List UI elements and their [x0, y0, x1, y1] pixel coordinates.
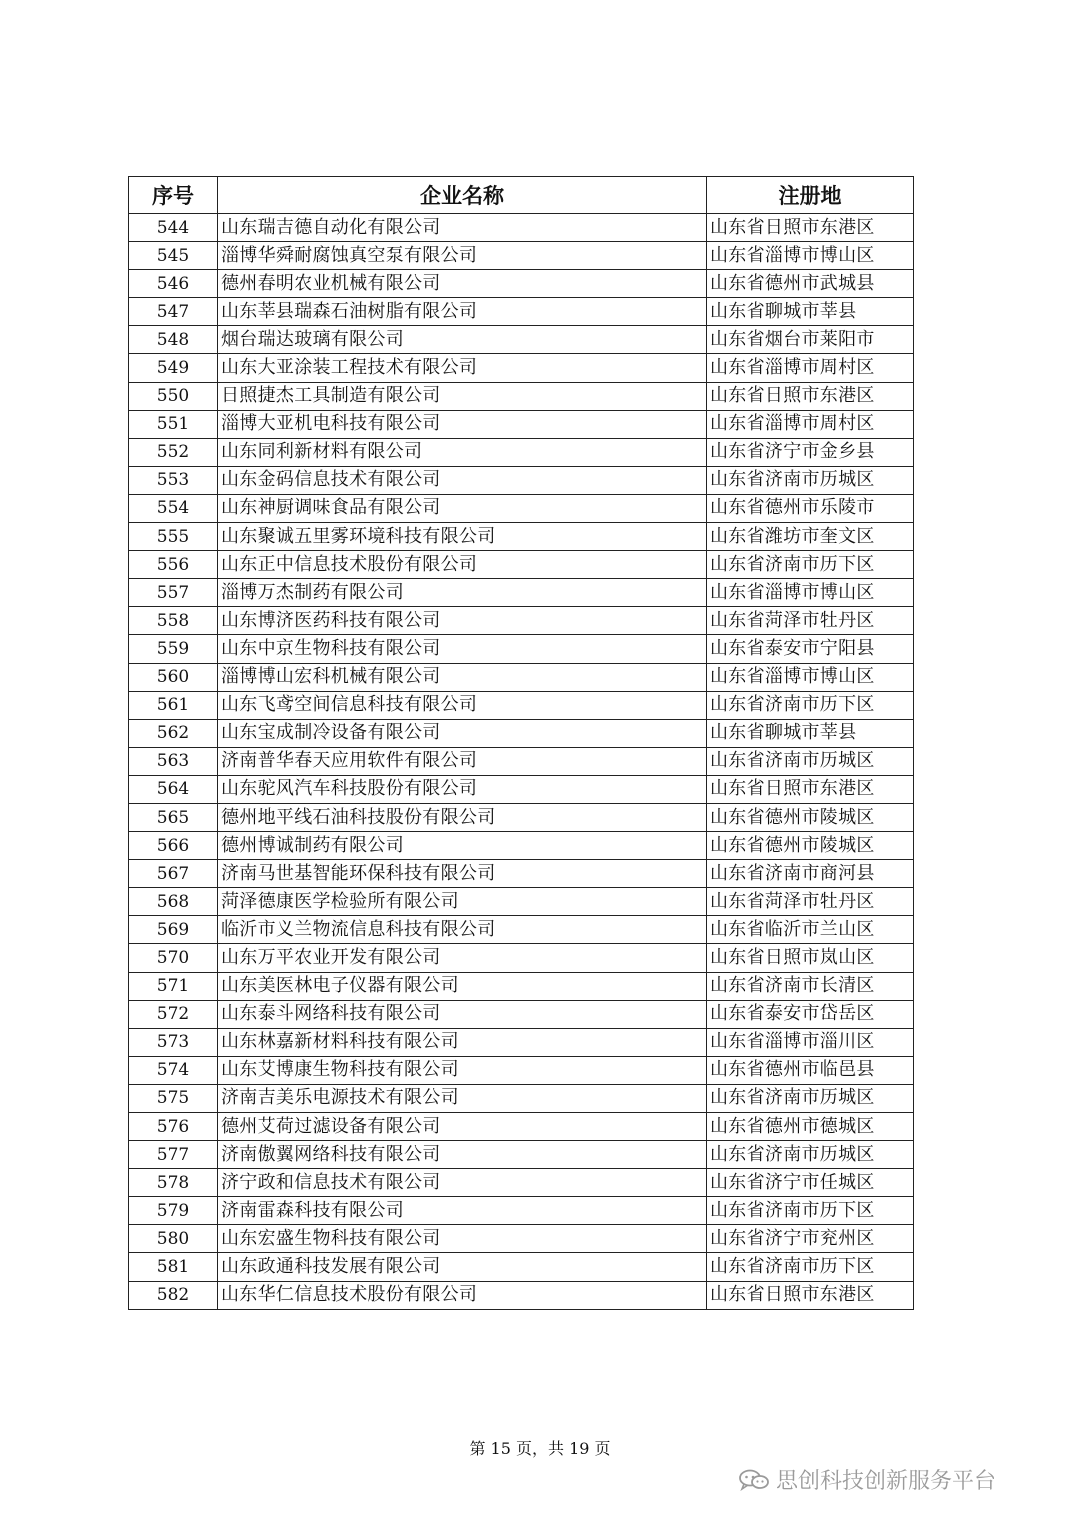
serial-cell: 560: [129, 663, 218, 691]
table-row: [129, 691, 914, 719]
table-row: [129, 298, 914, 326]
registered-place-cell: 山东省日照市东港区: [707, 214, 914, 242]
serial-cell: 549: [129, 354, 218, 382]
serial-cell: 562: [129, 719, 218, 747]
registered-place-cell: 山东省德州市乐陵市: [707, 494, 914, 522]
company-name-cell: 淄博大亚机电科技有限公司: [218, 410, 707, 438]
company-name-cell: 山东博济医药科技有限公司: [218, 607, 707, 635]
table-row: [129, 635, 914, 663]
serial-cell: 551: [129, 410, 218, 438]
table-row: [129, 803, 914, 831]
serial-cell: 561: [129, 691, 218, 719]
header-row: [129, 177, 914, 214]
page-number: 第 15 页，共 19 页: [469, 1439, 611, 1458]
serial-cell: 558: [129, 607, 218, 635]
company-name-cell: 山东金码信息技术有限公司: [218, 466, 707, 494]
registered-place-cell: 山东省德州市武城县: [707, 270, 914, 298]
serial-cell: 582: [129, 1281, 218, 1309]
serial-cell: 575: [129, 1084, 218, 1112]
registered-place-cell: 山东省日照市东港区: [707, 775, 914, 803]
table-row: [129, 663, 914, 691]
table-row: [129, 888, 914, 916]
registered-place-cell: 山东省德州市德城区: [707, 1113, 914, 1141]
serial-cell: 554: [129, 494, 218, 522]
company-name-cell: 山东聚诚五里雾环境科技有限公司: [218, 523, 707, 551]
table-row: [129, 1281, 914, 1309]
company-name-cell: 山东莘县瑞森石油树脂有限公司: [218, 298, 707, 326]
table-row: [129, 1113, 914, 1141]
enterprise-table: [128, 176, 914, 1310]
company-name-cell: 山东中京生物科技有限公司: [218, 635, 707, 663]
registered-place-cell: 山东省菏泽市牡丹区: [707, 607, 914, 635]
company-name-cell: 济南马世基智能环保科技有限公司: [218, 860, 707, 888]
registered-place-cell: 山东省济宁市金乡县: [707, 438, 914, 466]
registered-place-cell: 山东省济南市历下区: [707, 1197, 914, 1225]
table-row: [129, 354, 914, 382]
table-row: [129, 747, 914, 775]
serial-cell: 556: [129, 551, 218, 579]
header-serial: 序号: [129, 177, 218, 214]
company-name-cell: 山东飞鸢空间信息科技有限公司: [218, 691, 707, 719]
table-row: [129, 270, 914, 298]
table-row: [129, 719, 914, 747]
serial-cell: 581: [129, 1253, 218, 1281]
registered-place-cell: 山东省德州市临邑县: [707, 1056, 914, 1084]
company-name-cell: 山东神厨调味食品有限公司: [218, 494, 707, 522]
table-row: [129, 1253, 914, 1281]
company-name-cell: 德州地平线石油科技股份有限公司: [218, 803, 707, 831]
table-row: [129, 1169, 914, 1197]
registered-place-cell: 山东省淄博市周村区: [707, 410, 914, 438]
company-name-cell: 德州艾荷过滤设备有限公司: [218, 1113, 707, 1141]
serial-cell: 545: [129, 242, 218, 270]
serial-cell: 565: [129, 803, 218, 831]
registered-place-cell: 山东省淄博市周村区: [707, 354, 914, 382]
company-name-cell: 山东大亚涂装工程技术有限公司: [218, 354, 707, 382]
serial-cell: 563: [129, 747, 218, 775]
serial-cell: 579: [129, 1197, 218, 1225]
registered-place-cell: 山东省临沂市兰山区: [707, 916, 914, 944]
company-name-cell: 临沂市义兰物流信息科技有限公司: [218, 916, 707, 944]
table-row: [129, 326, 914, 354]
registered-place-cell: 山东省济南市历下区: [707, 691, 914, 719]
company-name-cell: 山东泰斗网络科技有限公司: [218, 1000, 707, 1028]
table-row: [129, 523, 914, 551]
watermark-text: 思创科技创新服务平台: [776, 1469, 997, 1494]
table-row: [129, 579, 914, 607]
serial-cell: 578: [129, 1169, 218, 1197]
table-body: [129, 214, 914, 1310]
company-name-cell: 淄博华舜耐腐蚀真空泵有限公司: [218, 242, 707, 270]
wechat-icon: [738, 1469, 770, 1491]
table-row: [129, 382, 914, 410]
registered-place-cell: 山东省济南市历城区: [707, 1084, 914, 1112]
serial-cell: 544: [129, 214, 218, 242]
serial-cell: 548: [129, 326, 218, 354]
table-row: [129, 466, 914, 494]
company-name-cell: 山东瑞吉德自动化有限公司: [218, 214, 707, 242]
company-name-cell: 山东政通科技发展有限公司: [218, 1253, 707, 1281]
serial-cell: 574: [129, 1056, 218, 1084]
serial-cell: 559: [129, 635, 218, 663]
registered-place-cell: 山东省泰安市宁阳县: [707, 635, 914, 663]
company-name-cell: 山东华仁信息技术股份有限公司: [218, 1281, 707, 1309]
table-row: [129, 1141, 914, 1169]
registered-place-cell: 山东省菏泽市牡丹区: [707, 888, 914, 916]
registered-place-cell: 山东省淄博市博山区: [707, 579, 914, 607]
registered-place-cell: 山东省淄博市淄川区: [707, 1028, 914, 1056]
watermark: [738, 1464, 996, 1495]
registered-place-cell: 山东省济南市历城区: [707, 466, 914, 494]
serial-cell: 566: [129, 832, 218, 860]
registered-place-cell: 山东省潍坊市奎文区: [707, 523, 914, 551]
company-name-cell: 济南吉美乐电源技术有限公司: [218, 1084, 707, 1112]
table-row: [129, 214, 914, 242]
company-name-cell: 烟台瑞达玻璃有限公司: [218, 326, 707, 354]
serial-cell: 580: [129, 1225, 218, 1253]
company-name-cell: 山东美医林电子仪器有限公司: [218, 972, 707, 1000]
table-row: [129, 860, 914, 888]
table-row: [129, 242, 914, 270]
table-row: [129, 1028, 914, 1056]
serial-cell: 568: [129, 888, 218, 916]
enterprise-table-container: [128, 176, 914, 1310]
company-name-cell: 德州春明农业机械有限公司: [218, 270, 707, 298]
serial-cell: 546: [129, 270, 218, 298]
table-row: [129, 1084, 914, 1112]
company-name-cell: 淄博万杰制药有限公司: [218, 579, 707, 607]
company-name-cell: 山东林嘉新材料科技有限公司: [218, 1028, 707, 1056]
registered-place-cell: 山东省淄博市博山区: [707, 242, 914, 270]
registered-place-cell: 山东省济南市历城区: [707, 1141, 914, 1169]
registered-place-cell: 山东省济南市历城区: [707, 747, 914, 775]
registered-place-cell: 山东省日照市东港区: [707, 1281, 914, 1309]
serial-cell: 577: [129, 1141, 218, 1169]
company-name-cell: 山东艾博康生物科技有限公司: [218, 1056, 707, 1084]
serial-cell: 555: [129, 523, 218, 551]
registered-place-cell: 山东省济南市长清区: [707, 972, 914, 1000]
serial-cell: 571: [129, 972, 218, 1000]
registered-place-cell: 山东省聊城市莘县: [707, 298, 914, 326]
company-name-cell: 山东万平农业开发有限公司: [218, 944, 707, 972]
registered-place-cell: 山东省日照市岚山区: [707, 944, 914, 972]
table-row: [129, 1000, 914, 1028]
serial-cell: 569: [129, 916, 218, 944]
header-registered-place: 注册地: [707, 177, 914, 214]
company-name-cell: 山东驼风汽车科技股份有限公司: [218, 775, 707, 803]
company-name-cell: 济南普华春天应用软件有限公司: [218, 747, 707, 775]
company-name-cell: 山东同利新材料有限公司: [218, 438, 707, 466]
serial-cell: 570: [129, 944, 218, 972]
registered-place-cell: 山东省济宁市兖州区: [707, 1225, 914, 1253]
registered-place-cell: 山东省淄博市博山区: [707, 663, 914, 691]
serial-cell: 564: [129, 775, 218, 803]
company-name-cell: 山东宏盛生物科技有限公司: [218, 1225, 707, 1253]
company-name-cell: 济南雷森科技有限公司: [218, 1197, 707, 1225]
table-row: [129, 1225, 914, 1253]
company-name-cell: 山东宝成制冷设备有限公司: [218, 719, 707, 747]
company-name-cell: 济南傲翼网络科技有限公司: [218, 1141, 707, 1169]
registered-place-cell: 山东省德州市陵城区: [707, 803, 914, 831]
serial-cell: 567: [129, 860, 218, 888]
table-row: [129, 916, 914, 944]
table-header: [129, 177, 914, 214]
company-name-cell: 淄博博山宏科机械有限公司: [218, 663, 707, 691]
table-row: [129, 410, 914, 438]
registered-place-cell: 山东省济南市历下区: [707, 551, 914, 579]
table-row: [129, 832, 914, 860]
serial-cell: 576: [129, 1113, 218, 1141]
serial-cell: 550: [129, 382, 218, 410]
company-name-cell: 德州博诚制药有限公司: [218, 832, 707, 860]
table-row: [129, 1056, 914, 1084]
registered-place-cell: 山东省烟台市莱阳市: [707, 326, 914, 354]
header-company-name: 企业名称: [218, 177, 707, 214]
company-name-cell: 山东正中信息技术股份有限公司: [218, 551, 707, 579]
registered-place-cell: 山东省聊城市莘县: [707, 719, 914, 747]
serial-cell: 573: [129, 1028, 218, 1056]
company-name-cell: 菏泽德康医学检验所有限公司: [218, 888, 707, 916]
serial-cell: 572: [129, 1000, 218, 1028]
registered-place-cell: 山东省济宁市任城区: [707, 1169, 914, 1197]
table-row: [129, 775, 914, 803]
company-name-cell: 日照捷杰工具制造有限公司: [218, 382, 707, 410]
table-row: [129, 438, 914, 466]
company-name-cell: 济宁政和信息技术有限公司: [218, 1169, 707, 1197]
serial-cell: 557: [129, 579, 218, 607]
table-row: [129, 551, 914, 579]
registered-place-cell: 山东省济南市历下区: [707, 1253, 914, 1281]
serial-cell: 552: [129, 438, 218, 466]
table-row: [129, 944, 914, 972]
table-row: [129, 1197, 914, 1225]
serial-cell: 547: [129, 298, 218, 326]
table-row: [129, 607, 914, 635]
table-row: [129, 972, 914, 1000]
registered-place-cell: 山东省德州市陵城区: [707, 832, 914, 860]
table-row: [129, 494, 914, 522]
registered-place-cell: 山东省泰安市岱岳区: [707, 1000, 914, 1028]
registered-place-cell: 山东省日照市东港区: [707, 382, 914, 410]
serial-cell: 553: [129, 466, 218, 494]
registered-place-cell: 山东省济南市商河县: [707, 860, 914, 888]
